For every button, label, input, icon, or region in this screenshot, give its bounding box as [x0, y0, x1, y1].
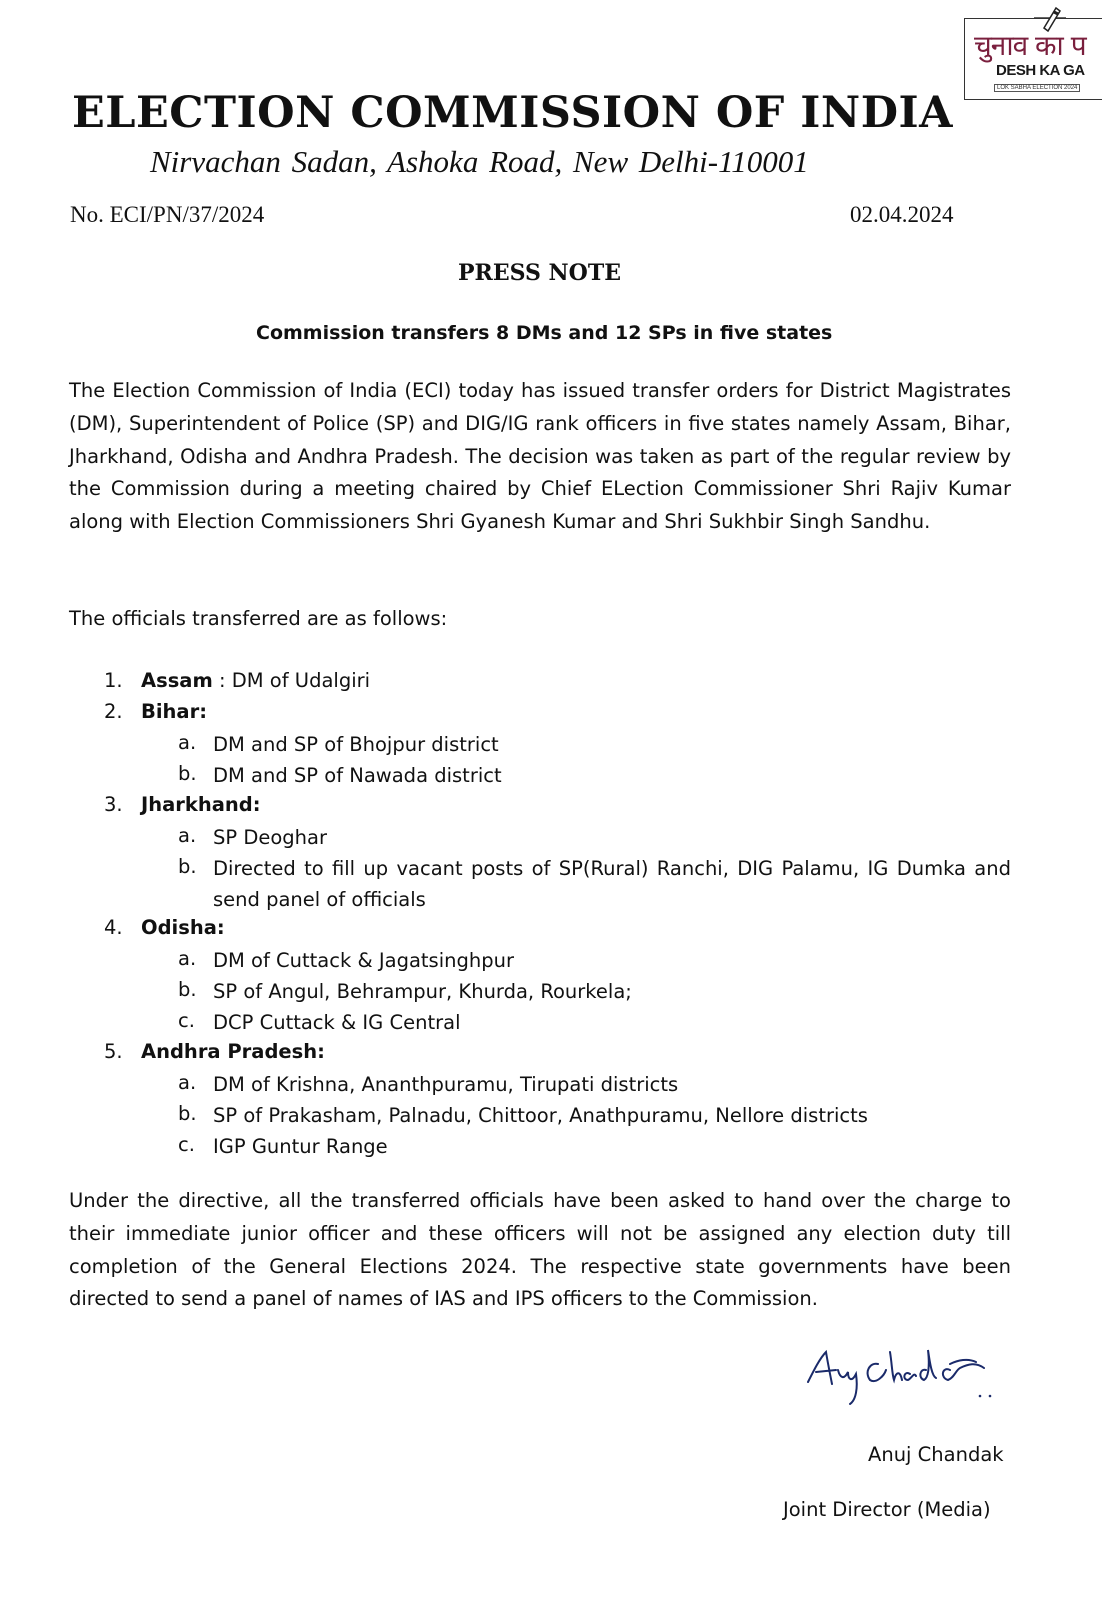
sub-text: DM and SP of Nawada district	[213, 764, 502, 787]
logo-subtext: LOK SABHA ELECTION 2024	[994, 84, 1080, 92]
sub-text: IGP Guntur Range	[213, 1135, 388, 1158]
sub-text: SP of Angul, Behrampur, Khurda, Rourkela;	[213, 980, 632, 1003]
sub-text: DM of Cuttack & Jagatsinghpur	[213, 949, 514, 972]
signatory-title: Joint Director (Media)	[783, 1498, 991, 1521]
list-number: 4.	[104, 916, 123, 939]
state-name: Jharkhand:	[141, 793, 261, 816]
sub-letter: a.	[178, 824, 197, 847]
document-date: 02.04.2024	[850, 202, 954, 227]
sub-letter: a.	[178, 1071, 197, 1094]
document-subject: Commission transfers 8 DMs and 12 SPs in five states	[256, 322, 833, 344]
sub-letter: c.	[178, 1009, 195, 1032]
sub-letter: b.	[178, 762, 197, 785]
list-number: 2.	[104, 700, 123, 723]
list-number: 5.	[104, 1040, 123, 1063]
reference-number: No. ECI/PN/37/2024	[70, 202, 265, 227]
signatory-name: Anuj Chandak	[868, 1443, 1004, 1466]
sub-text: Directed to fill up vacant posts of SP(Rural) Ranchi, DIG Palamu, IG Dumka and send panel of officials	[213, 857, 1011, 911]
state-name: Bihar:	[141, 700, 208, 723]
sub-letter: a.	[178, 947, 197, 970]
state-name: Andhra Pradesh:	[141, 1040, 325, 1063]
list-state	[141, 667, 370, 695]
logo-hindi-text: चुनाव का प	[974, 29, 1086, 62]
document-heading: PRESS NOTE	[458, 260, 621, 286]
sub-letter: b.	[178, 855, 197, 878]
list-number: 3.	[104, 793, 123, 816]
sub-text: DM and SP of Bhojpur district	[213, 733, 499, 756]
sub-text: DM of Krishna, Ananthpuramu, Tirupati districts	[213, 1073, 679, 1096]
organization-title: ELECTION COMMISSION OF INDIA	[72, 88, 953, 138]
sub-text: SP Deoghar	[213, 826, 327, 849]
closing-paragraph: Under the directive, all the transferred officials have been asked to hand over the charge to their immediate junior officer and these officers will not be assigned any election duty till completion of the General Elections 2024. The respective state governments have been directed to send a panel of names of IAS and IPS officers to the Commission.	[69, 1189, 1011, 1311]
organization-address: Nirvachan Sadan, Ashoka Road, New Delhi-110001	[150, 144, 809, 179]
state-name: Odisha:	[141, 916, 225, 939]
state-name: Assam	[141, 669, 213, 692]
sub-letter: b.	[178, 1102, 197, 1125]
list-number: 1.	[104, 669, 123, 692]
sub-letter: c.	[178, 1133, 195, 1156]
state-detail: : DM of Udalgiri	[212, 669, 371, 692]
sub-letter: b.	[178, 978, 197, 1001]
handwritten-signature	[800, 1340, 1020, 1410]
logo-english-text: DESH KA GA	[996, 62, 1085, 79]
sub-text: SP of Prakasham, Palnadu, Chittoor, Anathpuramu, Nellore districts	[213, 1104, 868, 1127]
intro-paragraph: The Election Commission of India (ECI) today has issued transfer orders for District Magistrates (DM), Superintendent of Police (SP) and DIG/IG rank officers in five states namely Assam, Bihar, Jharkhand, Odisha and Andhra Pradesh. The decision was taken as part of the regular review by the Commission during a meeting chaired by Chief ELection Commissioner Shri Rajiv Kumar along with Election Commissioners Shri Gyanesh Kumar and Shri Sukhbir Singh Sandhu.	[69, 379, 1011, 534]
sub-letter: a.	[178, 731, 197, 754]
list-intro: The officials transferred are as follows:	[69, 607, 448, 630]
sub-text: DCP Cuttack & IG Central	[213, 1011, 461, 1034]
